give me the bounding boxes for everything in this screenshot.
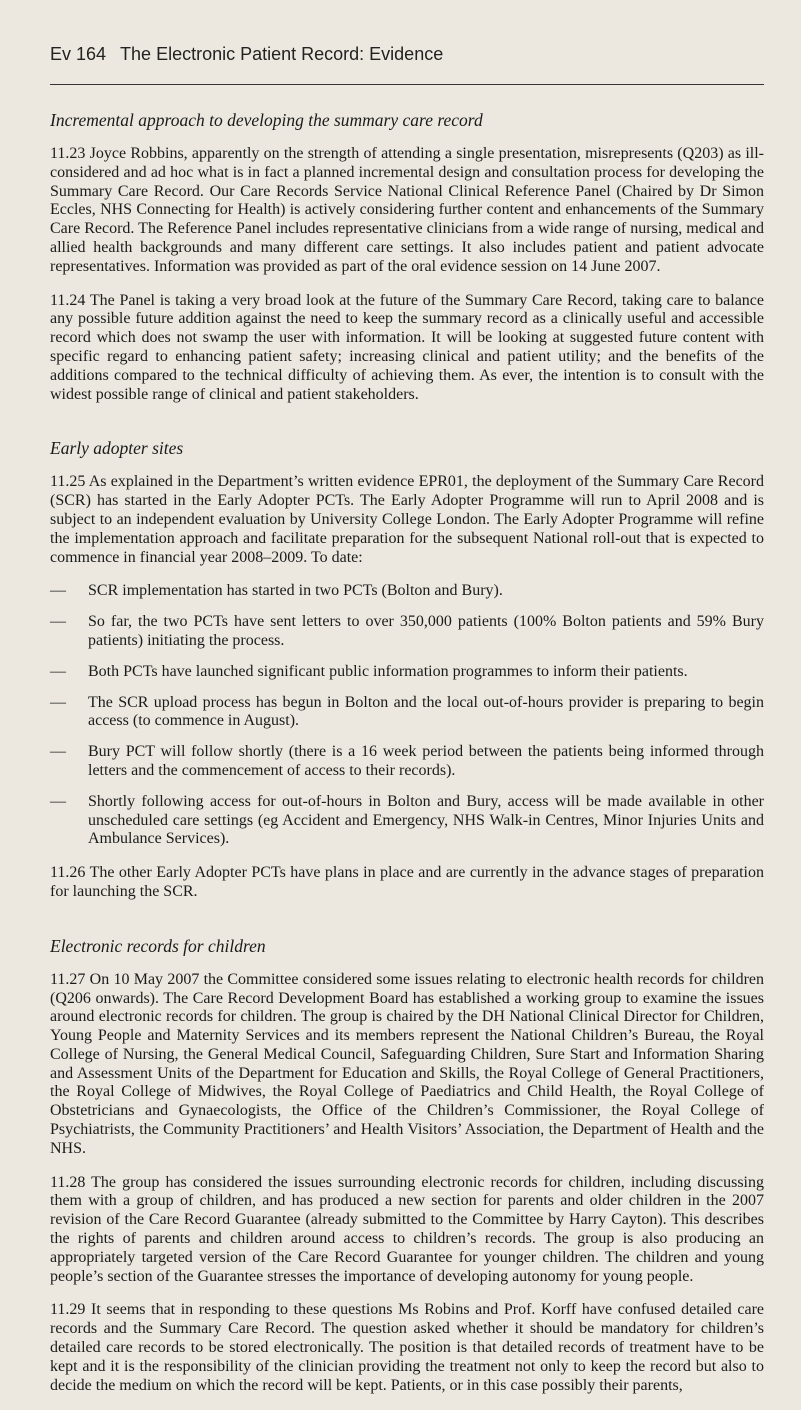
- dash-marker: —: [50, 743, 66, 761]
- dash-marker: —: [50, 582, 66, 600]
- publication-title: The Electronic Patient Record: Evidence: [120, 44, 444, 64]
- section-heading: Early adopter sites: [50, 438, 184, 459]
- paragraph-11-23: 11.23 Joyce Robbins, apparently on the strength of attending a single presentation, misrepresents (Q203) as ill-considered and ad hoc what is in fact a planned incremental design and consultation process for developing the Summary Care Record. Our Care Records Service National Clinical Reference Panel (Chaired by Dr Simon Eccles, NHS Connecting for Health) is actively considering further content and enhancements of the Summary Care Record. The Reference Panel includes representative clinicians from a wide range of nursing, medical and allied health backgrounds and many different care settings. It also includes patient and patient advocate representatives. Information was provided as part of the oral evidence session on 14 June 2007.: [50, 145, 764, 275]
- paragraph-11-28: 11.28 The group has considered the issues surrounding electronic records for children, including discussing them with a group of children, and has produced a new section for parents and older children in the 2007 revision of the Care Record Guarantee (already submitted to the Committee by Harry Cayton). This describes the rights of parents and children around access to children’s records. The group is also producing an appropriately targeted version of the Care Record Guarantee for younger children. The children and young people’s section of the Guarantee stresses the importance of developing autonomy for young people.: [50, 1173, 764, 1285]
- list-item-text: Both PCTs have launched significant public information programmes to inform their patients.: [88, 662, 688, 680]
- list-item: [50, 582, 764, 601]
- list-item: [50, 743, 764, 781]
- list-item: [50, 613, 764, 651]
- list-item: [50, 793, 764, 849]
- dash-marker: —: [50, 662, 66, 680]
- paragraph-11-24: 11.24 The Panel is taking a very broad look at the future of the Summary Care Record, taking care to balance any possible future addition against the need to keep the summary record as a clinically useful and accessible record which does not swamp the user with information. It will be looking at suggested future content with specific regard to enhancing patient safety; increasing clinical and patient utility; and the benefits of the additions compared to the technical difficulty of achieving them. As ever, the intention is to consult with the widest possible range of clinical and patient stakeholders.: [50, 291, 764, 403]
- list-item-text: The SCR upload process has begun in Bolton and the local out-of-hours provider is preparing to begin access (to commence in August).: [88, 693, 764, 730]
- section-heading: Electronic records for children: [50, 935, 266, 956]
- list-item: [50, 663, 764, 682]
- paragraph-11-25: 11.25 As explained in the Department’s written evidence EPR01, the deployment of the Summary Care Record (SCR) has started in the Early Adopter PCTs. The Early Adopter Programme will run to April 2008 and is subject to an independent evaluation by University College London. The Early Adopter Programme will refine the implementation approach and facilitate preparation for the subsequent National roll-out that is expected to commence in financial year 2008–2009. To date:: [50, 473, 764, 566]
- dash-marker: —: [50, 792, 66, 810]
- section-heading: Incremental approach to developing the summary care record: [50, 110, 483, 130]
- paragraph-11-26: 11.26 The other Early Adopter PCTs have plans in place and are currently in the advance stages of preparation for launching the SCR.: [50, 864, 764, 900]
- document-body: [50, 110, 764, 1410]
- dash-marker: —: [50, 613, 66, 631]
- paragraph-11-27: 11.27 On 10 May 2007 the Committee considered some issues relating to electronic health records for children (Q206 onwards). The Care Record Development Board has established a working group to examine the issues around electronic records for children. The group is chaired by the DH National Clinical Director for Children, Young People and Maternity Services and its members represent the National Children’s Bureau, the Royal College of Nursing, the General Medical Council, Safeguarding Children, Sure Start and Information Sharing and Assessment Units of the Department for Education and Skills, the Royal College of General Practitioners, the Royal College of Midwives, the Royal College of Paediatrics and Child Health, the Royal College of Obstetricians and Gynaecologists, the Office of the Children’s Commissioner, the Royal College of Psychiatrists, the Community Practitioners’ and Health Visitors’ Association, the Department of Health and the NHS.: [50, 970, 764, 1157]
- paragraph-11-29: 11.29 It seems that in responding to these questions Ms Robins and Prof. Korff have confused detailed care records and the Summary Care Record. The question asked whether it should be mandatory for children’s detailed care records to be stored electronically. The position is that detailed records of treatment have to be kept and it is the responsibility of the clinician providing the treatment not only to keep the record but also to decide the medium on which the record will be kept. Patients, or in this case possibly their parents,: [50, 1301, 764, 1394]
- list-item-text: SCR implementation has started in two PCTs (Bolton and Bury).: [88, 582, 503, 600]
- list-item-text: Bury PCT will follow shortly (there is a 16 week period between the patients being informed through letters and the commencement of access to their records).: [88, 743, 764, 779]
- page-number: Ev 164: [50, 44, 107, 64]
- header-rule: [50, 84, 764, 85]
- list-item: [50, 694, 764, 732]
- dash-marker: —: [50, 693, 66, 711]
- list-item-text: Shortly following access for out-of-hours in Bolton and Bury, access will be made available in other unscheduled care settings (eg Accident and Emergency, NHS Walk-in Centres, Minor Injuries Units and Ambulance Services).: [88, 792, 764, 848]
- list-item-text: So far, the two PCTs have sent letters to over 350,000 patients (100% Bolton patients and 59% Bury patients) initiating the process.: [88, 613, 764, 649]
- running-header: [50, 44, 443, 65]
- bullet-list: [50, 582, 764, 849]
